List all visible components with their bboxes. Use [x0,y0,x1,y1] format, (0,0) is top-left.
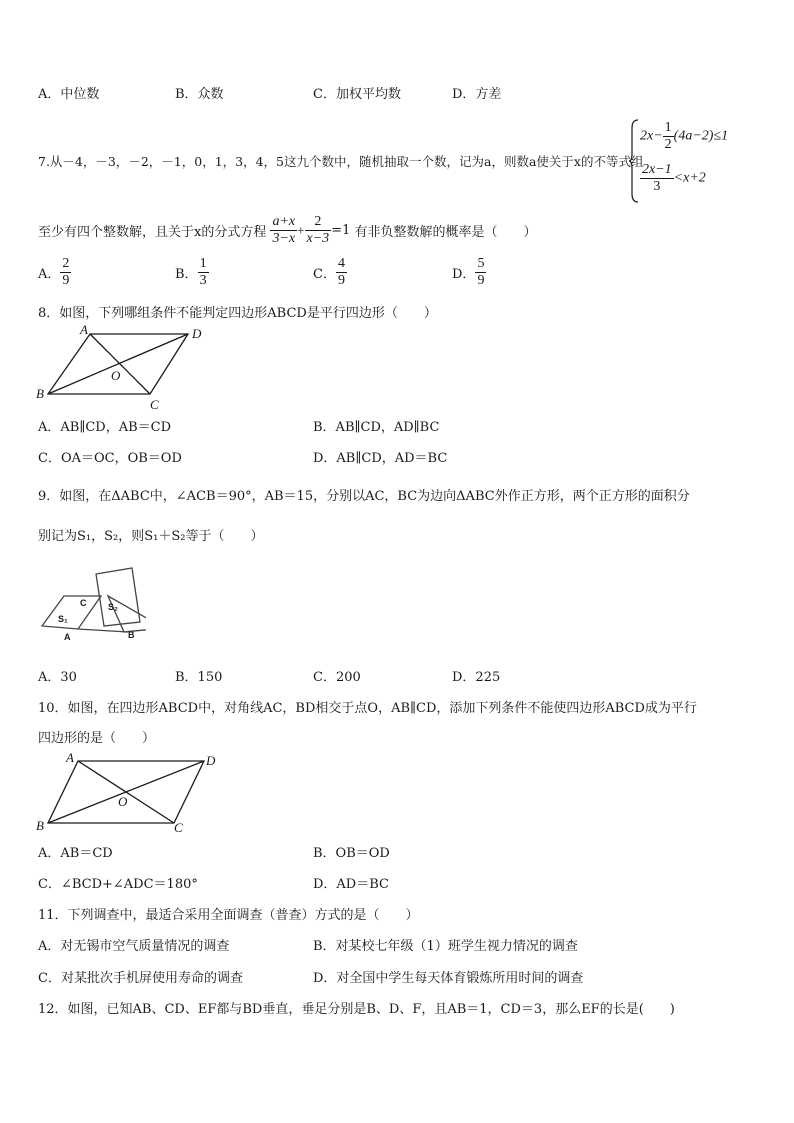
q7-ineq1-num: 1 [664,120,672,135]
q7-ineq1-den: 2 [664,137,672,152]
q7-option-c: C． $\frac{4}{9}$ [313,256,345,288]
q10-label-b: B [36,818,44,833]
q9-label-c: C [80,598,87,608]
q8-label-d: D [192,326,202,341]
q9-line2: 别记为S₁，S₂，则S₁＋S₂等于（ ） [38,529,264,544]
q7-ineq2-den: 3 [653,179,661,194]
q10-line2: 四边形的是（ ） [38,731,156,746]
q7-option-b: B． $\frac{1}{3}$ [175,256,207,288]
q7-ineq1-right: (4a−2)≤1 [673,128,729,144]
q11-option-b: B．对某校七年级（1）班学生视力情况的调查 [313,939,578,954]
q9-option-c: C．200 [313,670,361,685]
q8-parallelogram-figure [32,322,212,410]
q7-line2-text-a: 至少有四个整数解，且关于x的分式方程 [38,225,267,240]
q8-label-o: O [111,368,121,383]
q9-option-a: A．30 [38,670,77,685]
q7-ineq2-num: 2x−1 [642,162,672,177]
q8-option-d: D．AB∥CD，AD＝BC [313,451,448,466]
q7-option-d: D． $\frac{5}{9}$ [452,256,485,288]
q7-line2 [38,214,537,247]
q7-eq-den1: 3−x [272,231,296,246]
q8-stem: 8．如图，下列哪组条件不能判定四边形ABCD是平行四边形（ ） [38,306,437,321]
q6-option-c: C．加权平均数 [313,87,401,102]
q10-label-a: A [66,750,74,765]
q7-stem: 7.从－4，－3，－2，－1，0，1，3，4，5这九个数中，随机抽取一个数，记为a，则数a使关于x的不等式组 [38,154,644,169]
q10-option-a: A．AB＝CD [38,846,113,861]
q7-eq-num2: 2 [305,214,332,231]
q8-label-b: B [36,386,44,401]
brace-icon [628,118,640,204]
q7-option-a: A． $\frac{2}{9}$ [38,256,70,288]
q9-option-d: D．225 [452,670,501,685]
q7-ineq1-left: 2x− [640,128,663,144]
q7-eq-plus: + [297,222,305,238]
q12-stem: 12．如图，已知AB、CD、EF都与BD垂直，垂足分别是B、D、F，且AB＝1，CD＝3，那么EF的长是( ) [38,1002,675,1017]
q9-label-s1: S₁ [58,614,68,624]
q9-option-b: B．150 [175,670,223,685]
q10-parallelogram-figure [30,748,226,838]
q7-eq-rest: =1 [331,223,351,238]
q7-eq-num1: a+x [272,214,296,229]
q10-option-d: D．AD＝BC [313,877,389,892]
q11-option-a: A．对无锡市空气质量情况的调查 [38,939,230,954]
q7-eq-den2: x−3 [306,231,330,246]
q10-option-b: B．OB＝OD [313,846,390,861]
q10-label-d: D [206,753,216,768]
q10-label-c: C [174,820,183,835]
q10-label-o: O [118,794,128,809]
q6-option-a: A．中位数 [38,87,100,102]
q11-option-d: D．对全国中学生每天体育锻炼所用时间的调查 [313,971,584,986]
q9-squares-figure [36,566,146,642]
q8-option-a: A．AB∥CD，AB＝CD [38,420,172,435]
q7-line2-text-b: 有非负整数解的概率是（ ） [354,225,537,240]
q10-line1: 10．如图，在四边形ABCD中，对角线AC，BD相交于点O，AB∥CD，添加下列条件不能使四边形ABCD成为平行 [38,701,697,716]
q8-label-c: C [150,397,159,410]
q10-option-c: C．∠BCD+∠ADC＝180° [38,877,198,892]
q8-label-a: A [80,322,88,337]
q8-option-c: C．OA＝OC，OB＝OD [38,451,182,466]
q9-line1: 9．如图，在ΔABC中，∠ACB＝90°，AB＝15，分别以AC，BC为边向ΔABC外作正方形，两个正方形的面积分 [38,489,690,504]
q7-inequality-system [628,118,758,204]
q9-label-s2: S₂ [108,602,119,612]
q7-ineq2-right: <x+2 [673,170,706,186]
q11-option-c: C．对某批次手机屏使用寿命的调查 [38,971,243,986]
q6-option-d: D．方差 [452,87,502,102]
q11-stem: 11．下列调查中，最适合采用全面调查（普查）方式的是（ ） [38,908,419,923]
q9-label-a: A [64,632,71,642]
q6-option-b: B．众数 [175,87,224,102]
q8-option-b: B．AB∥CD，AD∥BC [313,420,440,435]
q9-label-b: B [128,630,135,640]
